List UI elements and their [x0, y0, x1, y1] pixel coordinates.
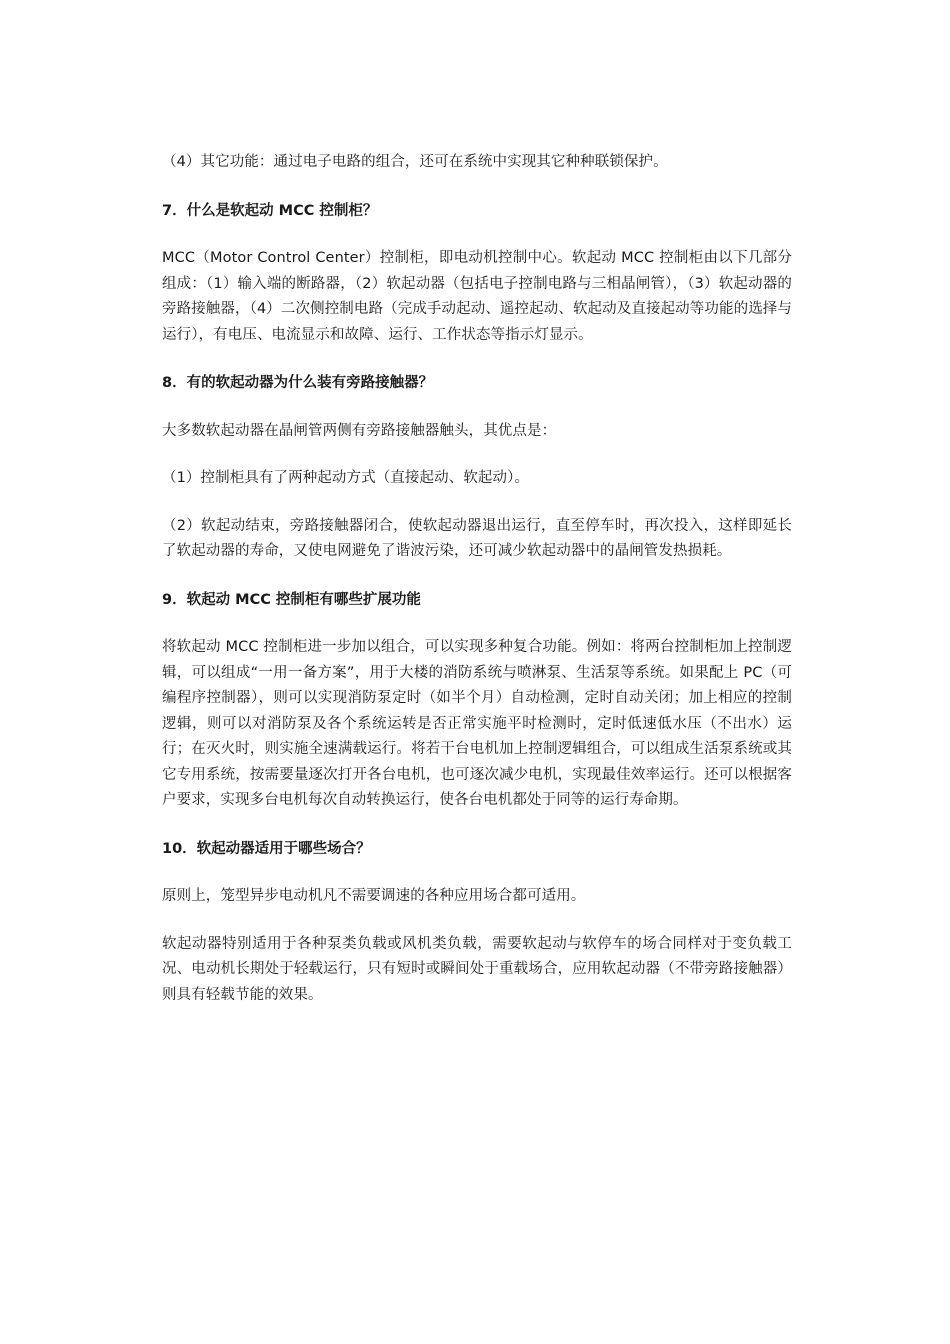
question-10-answer-1: 原则上，笼型异步电动机凡不需要调速的各种应用场合都可适用。 [162, 888, 586, 904]
question-8-heading: 8．有的软起动器为什么装有旁路接触器？ [162, 375, 434, 391]
question-8-answer-point-2: （2）软起动结束，旁路接触器闭合，使软起动器退出运行，直至停车时，再次投入，这样即延长了软起动器的寿命，又使电网避免了谐波污染，还可减少软起动器中的晶闸管发热损耗。 [162, 517, 792, 559]
question-8-answer-point-1: （1）控制柜具有了两种起动方式（直接起动、软起动）。 [162, 470, 530, 486]
question-10-heading: 10．软起动器适用于哪些场合？ [162, 840, 371, 857]
document-body [162, 150, 792, 1008]
question-8-answer-intro: 大多数软起动器在晶闸管两侧有旁路接触器触头，其优点是： [162, 422, 557, 439]
question-7-heading: 7．什么是软起动 MCC 控制柜？ [162, 202, 378, 219]
question-9-heading: 9．软起动 MCC 控制柜有哪些扩展功能 [162, 591, 421, 608]
paragraph-item-4: （4）其它功能：通过电子电路的组合，还可在系统中实现其它种种联锁保护。 [162, 154, 668, 170]
question-7-answer: MCC（Motor Control Center）控制柜，即电动机控制中心。软起动 MCC 控制柜由以下几部分组成：（1）输入端的断路器，（2）软起动器（包括电子控制电路与三相晶闸管），（3）软起动器的旁路接触器，（4）二次侧控制电路（完成手动起动、遥控起动、软起动及直接起动等功能的选择与运行），有电压、电流显示和故障、运行、工作状态等指示灯显示。 [162, 250, 792, 343]
question-10-answer-2: 软起动器特别适用于各种泵类负载或风机类负载，需要软起动与软停车的场合同样对于变负载工况、电动机长期处于轻载运行，只有短时或瞬间处于重载场合，应用软起动器（不带旁路接触器）则具有轻载节能的效果。 [162, 935, 792, 1003]
question-9-answer: 将软起动 MCC 控制柜进一步加以组合，可以实现多种复合功能。例如：将两台控制柜加上控制逻辑，可以组成“一用一备方案”，用于大楼的消防系统与喷淋泵、生活泵等系统。如果配上 PC（可编程序控制器），则可以实现消防泵定时（如半个月）自动检测，定时自动关闭；加上相应的控制逻辑，则可以对消防泵及各个系统运转是否正常实施平时检测时，定时低速低水压（不出水）运行；在灭火时，则实施全速满载运行。将若干台电机加上控制逻辑组合，可以组成生活泵系统或其它专用系统，按需要量逐次打开各台电机，也可逐次减少电机，实现最佳效率运行。还可以根据客户要求，实现多台电机每次自动转换运行，使各台电机都处于同等的运行寿命期。 [162, 639, 792, 808]
